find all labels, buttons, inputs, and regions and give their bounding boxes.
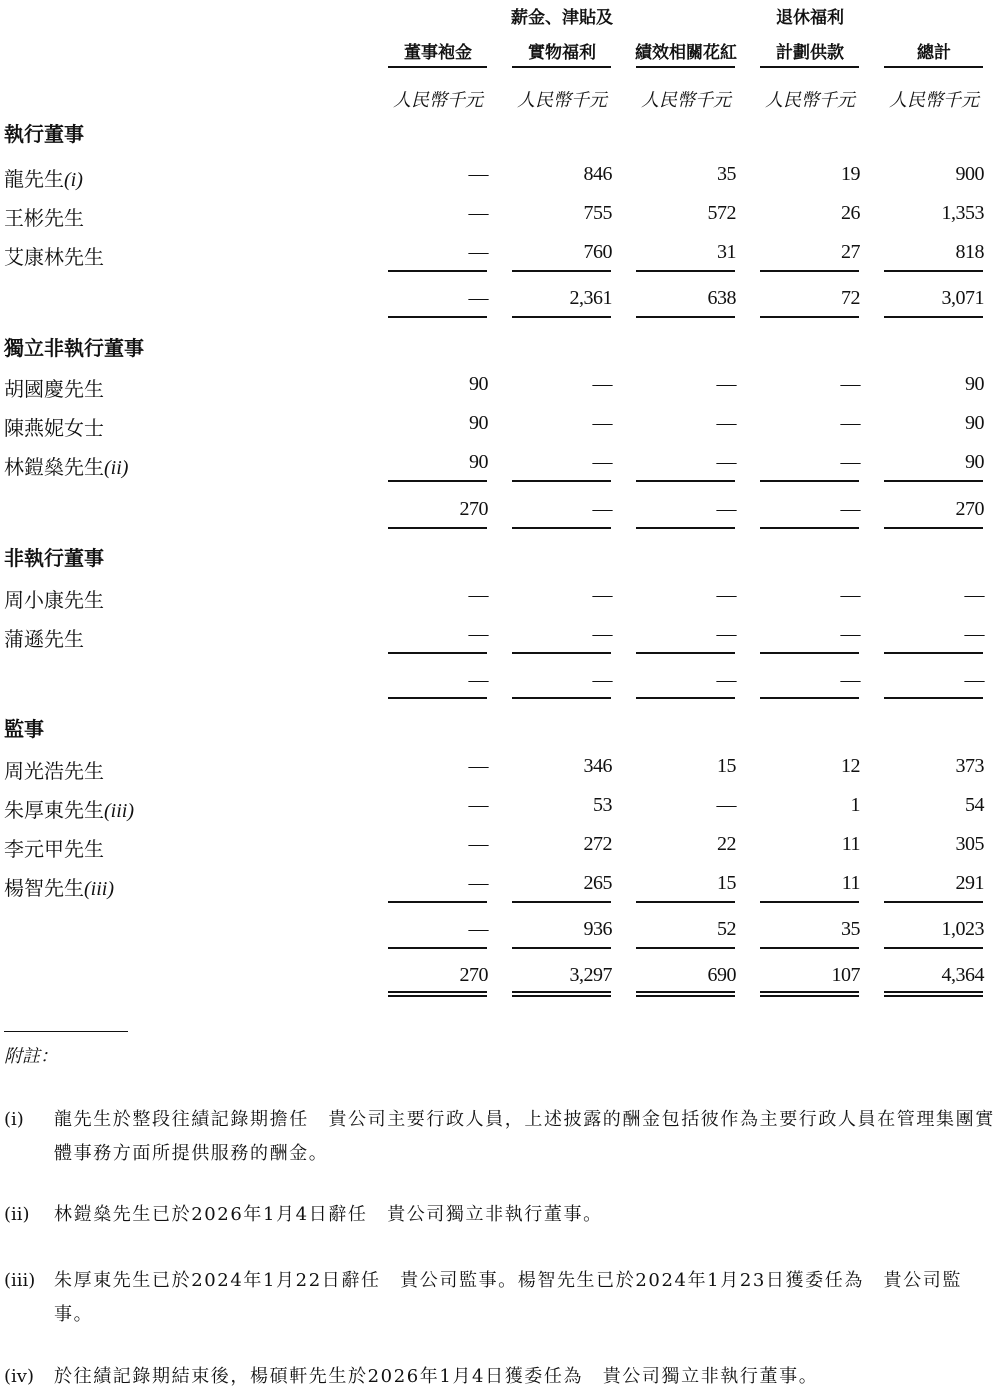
underline — [512, 652, 611, 654]
cell-value: — — [592, 451, 612, 473]
note-id: (ii) — [4, 1204, 30, 1225]
cell-value: 19 — [841, 163, 860, 185]
cell-value: 11 — [841, 833, 860, 855]
underline — [636, 697, 735, 699]
cell-value: — — [468, 755, 488, 777]
underline — [512, 697, 611, 699]
underline — [512, 316, 611, 318]
underline — [884, 901, 983, 903]
cell-value: 373 — [955, 755, 984, 777]
cell-value: 26 — [841, 202, 860, 224]
underline — [388, 270, 487, 272]
subtotal-value: 2,361 — [569, 287, 612, 309]
cell-value: 90 — [469, 412, 488, 434]
cell-value: 346 — [583, 755, 612, 777]
subtotal-value: — — [592, 498, 612, 520]
notes-heading: 附註： — [4, 1046, 58, 1067]
underline — [512, 270, 611, 272]
note-text: 於往績記錄期結束後，楊碩軒先生於2026年1月4日獲委任為 貴公司獨立非執行董事。 — [54, 1366, 819, 1387]
note-ref: (ii) — [104, 457, 129, 479]
director-name: 朱厚東先生 — [4, 800, 104, 822]
underline — [388, 316, 487, 318]
underline — [884, 652, 983, 654]
note-id: (i) — [4, 1109, 24, 1130]
cell-value: — — [468, 241, 488, 263]
subtotal-value: 1,023 — [941, 918, 984, 940]
row-label — [4, 451, 372, 480]
column-header: 計劃供款 — [776, 43, 844, 63]
underline — [636, 270, 735, 272]
underline — [760, 697, 859, 699]
section-title: 獨立非執行董事 — [4, 336, 144, 360]
cell-value: — — [716, 623, 736, 645]
subtotal-value: — — [964, 669, 984, 691]
note-text: 林鎧燊先生已於2026年1月4日辭任 貴公司獨立非執行董事。 — [54, 1204, 603, 1225]
cell-value: — — [716, 373, 736, 395]
subtotal-value: 638 — [707, 287, 736, 309]
underline — [636, 947, 735, 949]
cell-value: 31 — [717, 241, 736, 263]
section-title: 執行董事 — [4, 122, 84, 146]
cell-value: — — [716, 451, 736, 473]
cell-value: 846 — [583, 163, 612, 185]
cell-value: — — [592, 412, 612, 434]
cell-value: 53 — [593, 794, 612, 816]
row-label — [4, 412, 372, 441]
cell-value: 54 — [965, 794, 984, 816]
underline — [388, 652, 487, 654]
cell-value: 755 — [583, 202, 612, 224]
underline — [636, 480, 735, 482]
column-header-line1: 退休福利 — [776, 8, 844, 28]
column-unit: 人民幣千元 — [765, 90, 855, 111]
grand-total-value: 3,297 — [569, 964, 612, 986]
underline — [388, 480, 487, 482]
footnote-divider — [4, 1031, 128, 1032]
underline — [512, 66, 611, 68]
underline — [760, 480, 859, 482]
cell-value: — — [468, 163, 488, 185]
subtotal-value: — — [468, 918, 488, 940]
cell-value: 27 — [841, 241, 860, 263]
grand-total-value: 107 — [831, 964, 860, 986]
column-header: 董事袍金 — [404, 43, 472, 63]
cell-value: — — [468, 794, 488, 816]
director-name: 胡國慶先生 — [4, 379, 104, 401]
column-header-line1: 薪金、津貼及 — [511, 8, 613, 28]
grand-total-value: 690 — [707, 964, 736, 986]
double-underline — [512, 991, 611, 997]
cell-value: — — [840, 623, 860, 645]
cell-value: 22 — [717, 833, 736, 855]
underline — [512, 901, 611, 903]
cell-value: 11 — [841, 872, 860, 894]
cell-value: 90 — [469, 373, 488, 395]
cell-value: — — [840, 412, 860, 434]
director-name: 周光浩先生 — [4, 761, 104, 783]
grand-total-value: 270 — [459, 964, 488, 986]
note-text: 龍先生於整段往績記錄期擔任 貴公司主要行政人員，上述披露的酬金包括彼作為主要行政人員在管理集團實體事務方面所提供服務的酬金。 — [54, 1109, 995, 1164]
underline — [884, 270, 983, 272]
cell-value: — — [592, 373, 612, 395]
double-underline — [636, 991, 735, 997]
row-label — [4, 373, 372, 402]
cell-value: — — [964, 623, 984, 645]
director-name: 楊智先生 — [4, 878, 84, 900]
column-unit: 人民幣千元 — [393, 90, 483, 111]
cell-value: 265 — [583, 872, 612, 894]
row-label — [4, 241, 372, 270]
double-underline — [884, 991, 983, 997]
subtotal-value: 52 — [717, 918, 736, 940]
cell-value: 305 — [955, 833, 984, 855]
subtotal-value: 936 — [583, 918, 612, 940]
subtotal-value: 72 — [841, 287, 860, 309]
subtotal-value: — — [592, 669, 612, 691]
cell-value: — — [840, 451, 860, 473]
row-label — [4, 755, 372, 784]
row-label — [4, 584, 372, 613]
underline — [388, 527, 487, 529]
subtotal-value: — — [468, 669, 488, 691]
cell-value: 90 — [469, 451, 488, 473]
note-id: (iii) — [4, 1270, 36, 1291]
cell-value: 900 — [955, 163, 984, 185]
row-label — [4, 872, 372, 901]
cell-value: — — [716, 584, 736, 606]
cell-value: — — [468, 833, 488, 855]
cell-value: 272 — [583, 833, 612, 855]
column-unit: 人民幣千元 — [889, 90, 979, 111]
subtotal-value: 270 — [459, 498, 488, 520]
note-ref: (iii) — [104, 800, 134, 822]
cell-value: — — [468, 623, 488, 645]
cell-value: 12 — [841, 755, 860, 777]
underline — [388, 947, 487, 949]
cell-value: 760 — [583, 241, 612, 263]
column-unit: 人民幣千元 — [517, 90, 607, 111]
note-ref: (i) — [64, 169, 83, 191]
cell-value: — — [468, 872, 488, 894]
cell-value: — — [964, 584, 984, 606]
director-name: 艾康林先生 — [4, 247, 104, 269]
cell-value: 15 — [717, 755, 736, 777]
subtotal-value: — — [716, 498, 736, 520]
underline — [884, 527, 983, 529]
underline — [512, 480, 611, 482]
underline — [388, 66, 487, 68]
cell-value: — — [716, 794, 736, 816]
underline — [760, 316, 859, 318]
underline — [760, 527, 859, 529]
underline — [760, 652, 859, 654]
cell-value: — — [468, 202, 488, 224]
director-name: 陳燕妮女士 — [4, 418, 104, 440]
subtotal-value: — — [716, 669, 736, 691]
cell-value: — — [716, 412, 736, 434]
director-name: 龍先生 — [4, 169, 64, 191]
column-unit: 人民幣千元 — [641, 90, 731, 111]
underline — [512, 527, 611, 529]
subtotal-value: 3,071 — [941, 287, 984, 309]
underline — [388, 901, 487, 903]
director-name: 蒲遜先生 — [4, 629, 84, 651]
subtotal-value: — — [468, 287, 488, 309]
director-name: 王彬先生 — [4, 208, 84, 230]
cell-value: — — [592, 623, 612, 645]
cell-value: — — [592, 584, 612, 606]
cell-value: 572 — [707, 202, 736, 224]
row-label — [4, 833, 372, 862]
cell-value: 35 — [717, 163, 736, 185]
underline — [512, 947, 611, 949]
note-ref: (iii) — [84, 878, 114, 900]
underline — [884, 316, 983, 318]
underline — [884, 947, 983, 949]
row-label — [4, 794, 372, 823]
director-name: 林鎧燊先生 — [4, 457, 104, 479]
column-header: 實物福利 — [528, 43, 596, 63]
cell-value: — — [468, 584, 488, 606]
director-name: 李元甲先生 — [4, 839, 104, 861]
cell-value: 291 — [955, 872, 984, 894]
cell-value: 15 — [717, 872, 736, 894]
underline — [884, 480, 983, 482]
underline — [636, 316, 735, 318]
cell-value: — — [840, 584, 860, 606]
row-label — [4, 163, 372, 192]
underline — [636, 652, 735, 654]
underline — [760, 270, 859, 272]
section-title: 監事 — [4, 717, 44, 741]
subtotal-value: — — [840, 498, 860, 520]
cell-value: — — [840, 373, 860, 395]
note-id: (iv) — [4, 1366, 34, 1387]
grand-total-value: 4,364 — [941, 964, 984, 986]
row-label — [4, 202, 372, 231]
column-header: 績效相關花紅 — [635, 43, 737, 63]
underline — [760, 947, 859, 949]
cell-value: 90 — [965, 451, 984, 473]
underline — [884, 697, 983, 699]
row-label — [4, 623, 372, 652]
double-underline — [760, 991, 859, 997]
subtotal-value: — — [840, 669, 860, 691]
underline — [884, 66, 983, 68]
cell-value: 818 — [955, 241, 984, 263]
director-name: 周小康先生 — [4, 590, 104, 612]
underline — [636, 66, 735, 68]
underline — [636, 527, 735, 529]
cell-value: 1 — [850, 794, 860, 816]
cell-value: 90 — [965, 412, 984, 434]
subtotal-value: 270 — [955, 498, 984, 520]
subtotal-value: 35 — [841, 918, 860, 940]
underline — [760, 66, 859, 68]
note-text: 朱厚東先生已於2024年1月22日辭任 貴公司監事。楊智先生已於2024年1月23日獲委任為 貴公司監事。 — [54, 1270, 962, 1325]
column-header: 總計 — [917, 43, 951, 63]
underline — [388, 697, 487, 699]
cell-value: 90 — [965, 373, 984, 395]
underline — [760, 901, 859, 903]
cell-value: 1,353 — [941, 202, 984, 224]
section-title: 非執行董事 — [4, 546, 104, 570]
underline — [636, 901, 735, 903]
double-underline — [388, 991, 487, 997]
